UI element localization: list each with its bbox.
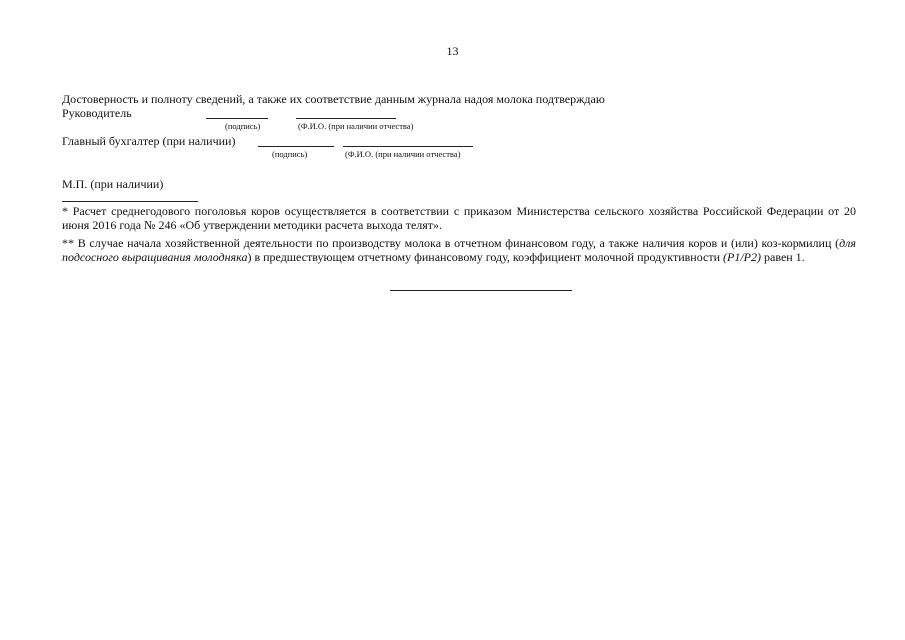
- accountant-name-line: [343, 146, 473, 147]
- footnote-separator: [62, 201, 198, 202]
- accountant-signature-line: [258, 146, 334, 147]
- accountant-signature-caption: (подпись): [272, 149, 308, 159]
- head-signature-caption: (подпись): [225, 121, 261, 131]
- head-label: Руководитель: [62, 106, 132, 120]
- accountant-label: Главный бухгалтер (при наличии): [62, 134, 236, 148]
- footnote-1: * Расчет среднегодового поголовья коров осуществляется в соответствии с приказом Министерства сельского хозяйства Российской Федерации от 20 июня 2016 года № 246 «Об утверждении методики расчета выхода телят».: [62, 204, 856, 232]
- head-name-line: [296, 118, 396, 119]
- page-number: 13: [446, 44, 459, 58]
- footnote-2-text-a: ** В случае начала хозяйственной деятельности по производству молока в отчетном финансовом году, а также наличия коров и (или) коз-кормилиц (: [62, 236, 840, 250]
- head-signature-line: [206, 118, 268, 119]
- footnote-2: [62, 236, 856, 264]
- head-name-caption: (Ф.И.О. (при наличии отчества): [298, 121, 414, 131]
- footnote-2-text-c: равен 1.: [761, 250, 805, 264]
- footnote-2-italic-b: (P1/P2): [723, 250, 762, 264]
- confirmation-statement: Достоверность и полноту сведений, а также их соответствие данным журнала надоя молока подтверждаю: [62, 92, 605, 106]
- footnote-2-text-b: ) в предшествующем отчетному финансовому году, коэффициент молочной продуктивности: [247, 250, 724, 264]
- stamp-place: М.П. (при наличии): [62, 177, 164, 191]
- footnote-2-italic-a: для подсосного выращивания молодняка: [62, 236, 856, 264]
- end-rule: [390, 290, 572, 291]
- accountant-name-caption: (Ф.И.О. (при наличии отчества): [345, 149, 461, 159]
